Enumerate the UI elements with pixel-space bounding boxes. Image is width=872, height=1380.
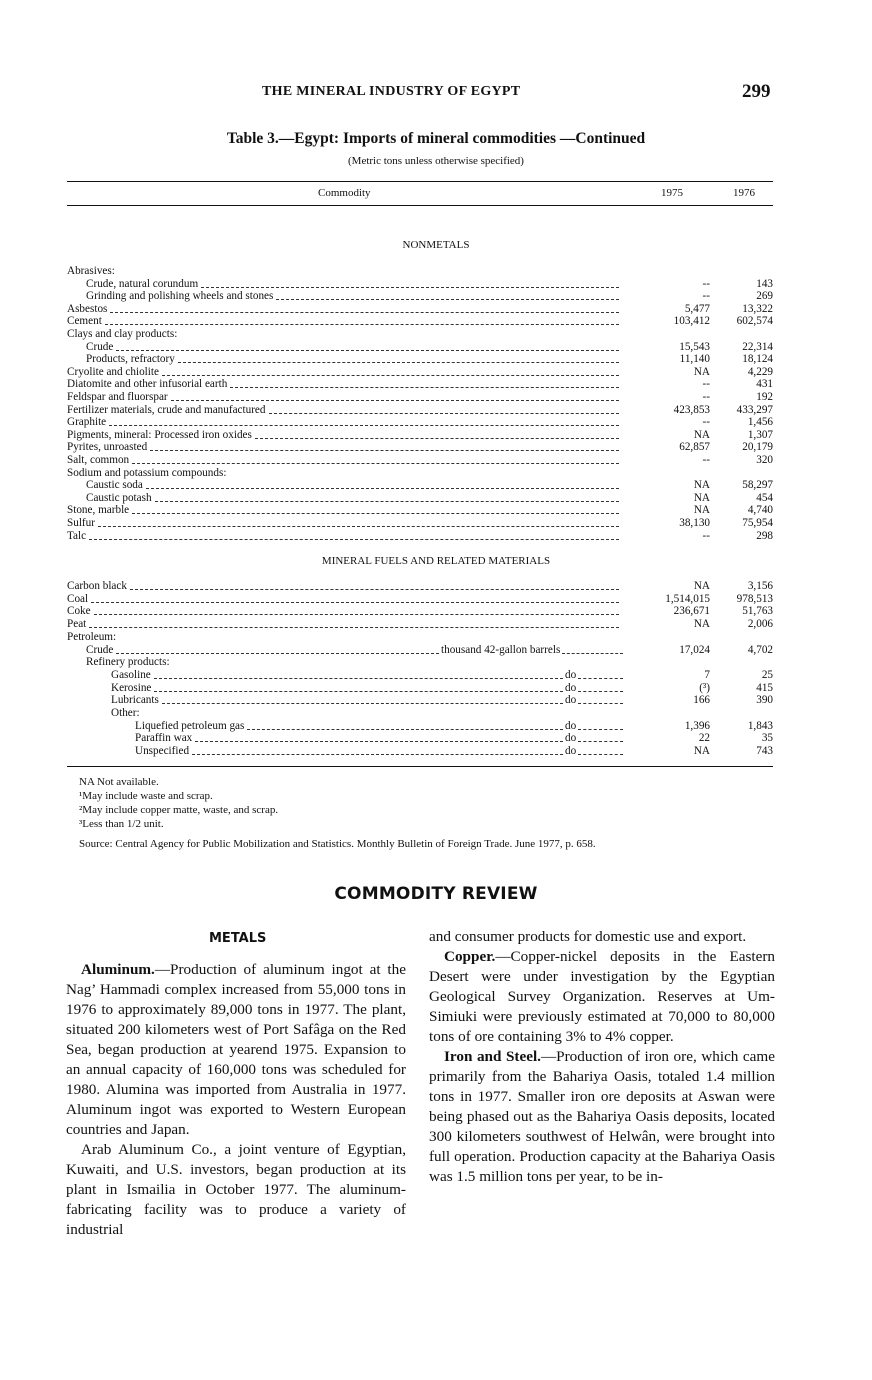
row-unit: do bbox=[565, 719, 577, 732]
row-label: Grinding and polishing wheels and stones bbox=[86, 290, 274, 303]
column-header-1975: 1975 bbox=[661, 187, 683, 199]
row-label: Gasoline bbox=[111, 668, 151, 681]
iron-steel-run-in-title: Iron and Steel. bbox=[444, 1048, 541, 1065]
aluminum-paragraph bbox=[66, 960, 406, 1140]
table-header-rule bbox=[67, 205, 773, 206]
row-value-1976: 58,297 bbox=[742, 479, 773, 492]
table-row bbox=[67, 631, 773, 644]
row-label: Pigments, mineral: Processed iron oxides bbox=[67, 428, 252, 441]
table-row bbox=[67, 454, 773, 467]
copper-paragraph bbox=[429, 947, 775, 1047]
row-value-1976: 1,307 bbox=[747, 428, 773, 441]
row-value-1976: 415 bbox=[756, 681, 773, 694]
row-value-1976: 75,954 bbox=[742, 517, 773, 529]
row-value-1975: -- bbox=[702, 416, 710, 429]
table-row bbox=[67, 517, 773, 530]
row-value-1975: (³) bbox=[699, 681, 710, 694]
row-value-1975: -- bbox=[702, 290, 710, 303]
row-label: Sulfur bbox=[67, 517, 95, 529]
table-row bbox=[67, 479, 773, 492]
table-row bbox=[67, 580, 773, 593]
row-value-1976: 431 bbox=[756, 378, 773, 391]
table-row bbox=[67, 694, 773, 707]
section-title-nonmetals: NONMETALS bbox=[402, 239, 470, 251]
table-row bbox=[67, 644, 773, 657]
table-row bbox=[67, 618, 773, 631]
row-value-1976: 269 bbox=[756, 290, 773, 303]
row-value-1975: 103,412 bbox=[673, 315, 710, 328]
row-value-1975: 5,477 bbox=[684, 302, 710, 315]
table-row bbox=[67, 656, 773, 669]
row-label: Abrasives: bbox=[67, 265, 115, 277]
row-value-1976: 978,513 bbox=[736, 592, 773, 605]
row-unit: do bbox=[565, 745, 577, 758]
row-label: Stone, marble bbox=[67, 504, 130, 517]
row-value-1975: NA bbox=[693, 745, 710, 758]
column-header-1976: 1976 bbox=[733, 187, 755, 199]
row-value-1975: 62,857 bbox=[679, 441, 710, 454]
row-value-1976: 4,229 bbox=[747, 365, 773, 378]
row-value-1976: 25 bbox=[761, 668, 773, 681]
section-title-mineral-fuels: MINERAL FUELS AND RELATED MATERIALS bbox=[321, 555, 551, 567]
row-value-1975: -- bbox=[702, 391, 710, 403]
row-label: Crude bbox=[86, 340, 114, 353]
row-value-1976: 298 bbox=[756, 529, 773, 542]
arab-aluminum-paragraph: Arab Aluminum Co., a joint venture of Egyptian, Kuwaiti, and U.S. investors, began production at its plant in Ismailia in October 1977. The aluminum-fabricating facility was to produce a variety of industrial bbox=[66, 1141, 406, 1238]
row-label: Pyrites, unroasted bbox=[67, 441, 148, 454]
row-label: Clays and clay products: bbox=[67, 328, 178, 340]
row-value-1975: 236,671 bbox=[673, 605, 710, 618]
row-value-1975: 166 bbox=[693, 694, 710, 707]
table-row bbox=[67, 682, 773, 695]
row-value-1975: 1,514,015 bbox=[665, 592, 710, 605]
row-label: Feldspar and fluorspar bbox=[67, 391, 168, 403]
row-value-1976: 18,124 bbox=[742, 353, 773, 366]
table-row bbox=[67, 530, 773, 543]
row-unit: do bbox=[565, 681, 577, 694]
table-row bbox=[67, 378, 773, 391]
row-value-1975: -- bbox=[702, 454, 710, 466]
row-value-1976: 4,702 bbox=[747, 643, 773, 656]
aluminum-run-in-title: Aluminum. bbox=[81, 961, 155, 978]
row-label: Graphite bbox=[67, 416, 107, 429]
row-value-1976: 22,314 bbox=[742, 340, 773, 353]
row-label: Refinery products: bbox=[86, 656, 170, 669]
row-label: Caustic potash bbox=[86, 491, 152, 504]
row-value-1975: 423,853 bbox=[673, 403, 710, 416]
row-label: Lubricants bbox=[111, 694, 159, 707]
row-value-1976: 1,456 bbox=[747, 416, 773, 429]
row-value-1976: 743 bbox=[756, 745, 773, 758]
row-value-1975: 7 bbox=[704, 668, 710, 681]
table-row bbox=[67, 504, 773, 517]
row-label: Sodium and potassium compounds: bbox=[67, 466, 227, 479]
table-row bbox=[67, 278, 773, 291]
table-row bbox=[67, 416, 773, 429]
footnote-na: NA Not available. bbox=[79, 776, 159, 788]
row-label: Coal bbox=[67, 592, 89, 605]
row-label: Petroleum: bbox=[67, 630, 117, 643]
copper-run-in-title: Copper. bbox=[444, 948, 496, 965]
column-header-commodity: Commodity bbox=[318, 187, 371, 199]
continuation-paragraph: and consumer products for domestic use and export. bbox=[429, 928, 747, 945]
row-label: Fertilizer materials, crude and manufactured bbox=[67, 403, 266, 416]
table-row bbox=[67, 303, 773, 316]
row-value-1975: NA bbox=[693, 428, 710, 441]
table-row bbox=[67, 467, 773, 480]
row-label: Products, refractory bbox=[86, 353, 175, 366]
row-value-1976: 192 bbox=[756, 391, 773, 403]
row-value-1975: -- bbox=[702, 378, 710, 391]
row-value-1975: 22 bbox=[698, 732, 710, 745]
left-column bbox=[66, 960, 406, 1240]
row-unit: thousand 42-gallon barrels bbox=[441, 643, 561, 656]
table-row bbox=[67, 745, 773, 758]
table-row bbox=[67, 315, 773, 328]
aluminum-text: —Production of aluminum ingot at the Nag’ Hammadi complex increased from 55,000 tons in 1976 to approximately 89,000 tons in 1977. The plant, situated 200 kilometers west of Port Safâga on the Red Sea, began production at yearend 1975. Expansion to an annual capacity of 160,000 tons was scheduled for 1980. Alumina was imported from Australia in 1977. Aluminum ingot was exported to Western European countries and Japan. bbox=[66, 961, 406, 1138]
row-label: Other: bbox=[111, 707, 140, 719]
row-label: Liquefied petroleum gas bbox=[135, 719, 245, 732]
iron-steel-paragraph bbox=[429, 1047, 775, 1187]
row-value-1975: NA bbox=[693, 491, 710, 504]
footnote-1: ¹May include waste and scrap. bbox=[79, 790, 213, 802]
footnote-2: ²May include copper matte, waste, and scrap. bbox=[79, 804, 279, 816]
row-label: Unspecified bbox=[135, 745, 190, 758]
table-row bbox=[67, 605, 773, 618]
row-value-1975: 15,543 bbox=[679, 340, 710, 353]
table-subtitle: (Metric tons unless otherwise specified) bbox=[348, 155, 524, 167]
table-row bbox=[67, 391, 773, 404]
row-unit: do bbox=[565, 694, 577, 707]
table-bottom-rule bbox=[67, 766, 773, 767]
row-label: Peat bbox=[67, 618, 87, 631]
row-value-1975: NA bbox=[693, 504, 710, 517]
row-value-1975: NA bbox=[693, 580, 710, 592]
running-title: THE MINERAL INDUSTRY OF EGYPT bbox=[262, 84, 521, 99]
table-row bbox=[67, 366, 773, 379]
row-label: Cement bbox=[67, 315, 102, 328]
page-number: 299 bbox=[742, 81, 771, 102]
row-value-1975: NA bbox=[693, 365, 710, 378]
table-row bbox=[67, 404, 773, 417]
table-row bbox=[67, 492, 773, 505]
row-value-1975: 11,140 bbox=[679, 353, 710, 366]
row-label: Asbestos bbox=[67, 302, 108, 315]
row-value-1976: 51,763 bbox=[742, 605, 773, 618]
table-row bbox=[67, 720, 773, 733]
row-value-1976: 433,297 bbox=[736, 403, 773, 416]
table-row bbox=[67, 290, 773, 303]
row-value-1975: NA bbox=[693, 479, 710, 492]
metals-heading: METALS bbox=[209, 931, 267, 946]
row-value-1976: 454 bbox=[756, 491, 773, 504]
row-value-1975: NA bbox=[693, 618, 710, 631]
table-row bbox=[67, 353, 773, 366]
iron-steel-text: —Production of iron ore, which came primarily from the Bahariya Oasis, totaled 1.4 million tons in 1977. Smaller iron ore deposits at Aswan were being phased out as the Bahariya Oasis deposits, located 300 kilometers southwest of Helwân, were brought into full operation. Production capacity at the Bahariya Oasis was 1.5 million tons per year, to be in- bbox=[429, 1048, 775, 1185]
row-label: Kerosine bbox=[111, 681, 152, 694]
row-value-1976: 3,156 bbox=[747, 580, 773, 592]
row-value-1976: 390 bbox=[756, 694, 773, 707]
row-value-1976: 143 bbox=[756, 277, 773, 290]
row-value-1976: 602,574 bbox=[736, 315, 773, 328]
row-label: Crude bbox=[86, 643, 114, 656]
table-row bbox=[67, 441, 773, 454]
right-column bbox=[429, 927, 775, 1187]
row-value-1975: 17,024 bbox=[679, 643, 710, 656]
row-label: Cryolite and chiolite bbox=[67, 365, 159, 378]
row-unit: do bbox=[565, 732, 577, 745]
row-label: Talc bbox=[67, 529, 87, 542]
row-label: Salt, common bbox=[67, 454, 130, 466]
row-value-1975: 1,396 bbox=[684, 719, 710, 732]
table-row bbox=[67, 593, 773, 606]
commodity-review-heading: COMMODITY REVIEW bbox=[334, 884, 538, 904]
row-label: Crude, natural corundum bbox=[86, 277, 199, 290]
row-label: Diatomite and other infusorial earth bbox=[67, 378, 228, 391]
table-row bbox=[67, 429, 773, 442]
row-value-1976: 4,740 bbox=[747, 504, 773, 517]
row-value-1975: -- bbox=[702, 529, 710, 542]
row-value-1976: 2,006 bbox=[747, 618, 773, 631]
row-value-1976: 13,322 bbox=[742, 302, 773, 315]
table-top-rule bbox=[67, 181, 773, 182]
table-source: Source: Central Agency for Public Mobilization and Statistics. Monthly Bulletin of Foreign Trade. June 1977, p. 658. bbox=[79, 838, 596, 850]
row-unit: do bbox=[565, 668, 577, 681]
row-value-1976: 320 bbox=[756, 454, 773, 466]
row-value-1976: 35 bbox=[761, 732, 773, 745]
table-row bbox=[67, 341, 773, 354]
table-row bbox=[67, 732, 773, 745]
row-label: Caustic soda bbox=[86, 479, 143, 492]
row-label: Paraffin wax bbox=[135, 732, 193, 745]
row-label: Coke bbox=[67, 605, 91, 618]
table-row bbox=[67, 669, 773, 682]
row-label: Carbon black bbox=[67, 580, 127, 592]
row-value-1975: -- bbox=[702, 277, 710, 290]
row-value-1975: 38,130 bbox=[679, 517, 710, 529]
table-title: Table 3.—Egypt: Imports of mineral commodities —Continued bbox=[226, 130, 646, 147]
row-value-1976: 1,843 bbox=[747, 719, 773, 732]
copper-text: —Copper-nickel deposits in the Eastern Desert were under investigation by the Egyptian Geological Survey Organization. Reserves at Um-Simiuki were previously estimated at 70,000 to 80,000 tons of ore containing 3% to 4% copper. bbox=[429, 948, 775, 1045]
row-value-1976: 20,179 bbox=[742, 441, 773, 454]
table-row bbox=[67, 265, 773, 278]
footnote-3: ³Less than 1/2 unit. bbox=[79, 818, 164, 830]
table-row bbox=[67, 328, 773, 341]
table-row bbox=[67, 707, 773, 720]
